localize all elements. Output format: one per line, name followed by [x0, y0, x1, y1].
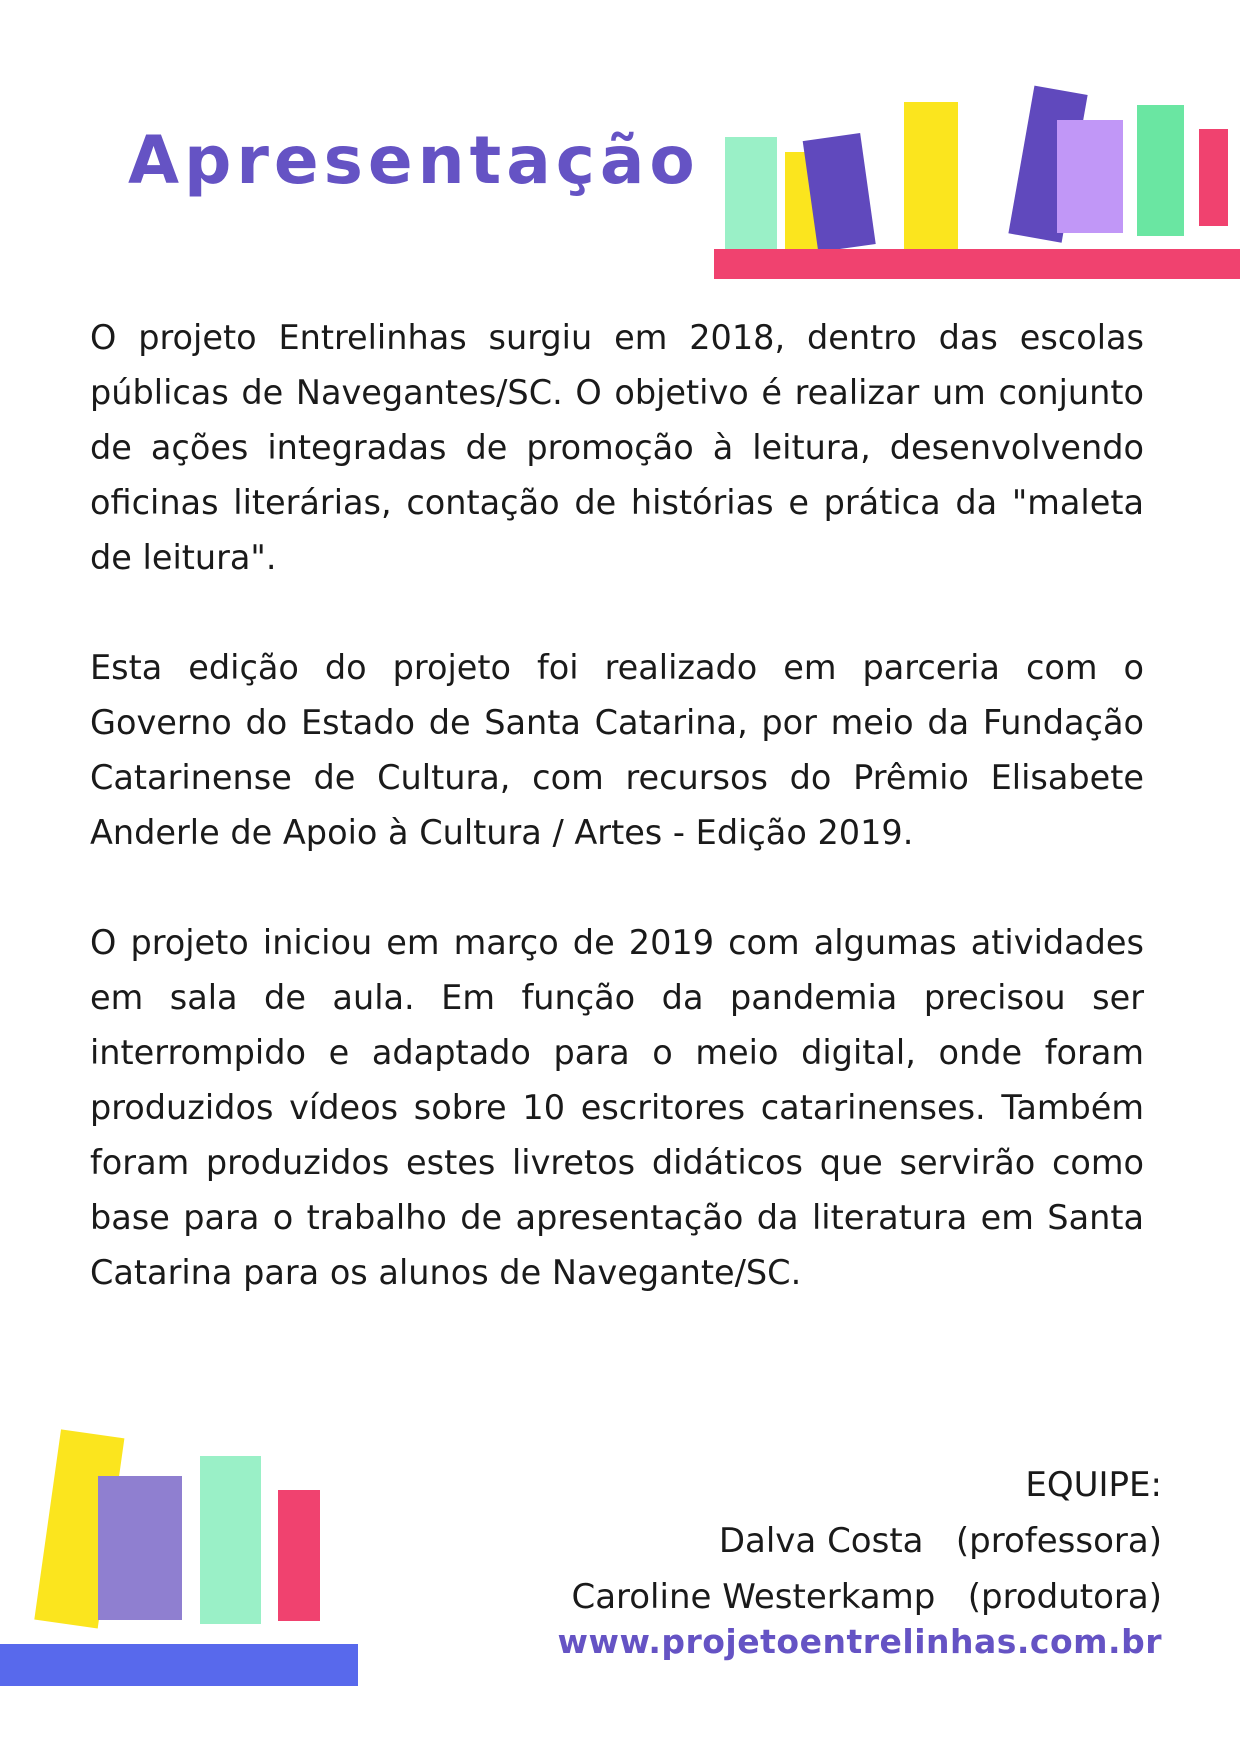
team-heading: EQUIPE:	[1025, 1465, 1162, 1505]
website-link[interactable]: www.projetoentrelinhas.com.br	[557, 1622, 1162, 1661]
book-mint-tall	[200, 1456, 261, 1624]
paragraph: O projeto Entrelinhas surgiu em 2018, dentro das escolas públicas de Navegantes/SC. O objetivo é realizar um conjunto de ações integradas de promoção à leitura, desenvolvendo oficinas literárias, contação de histórias e prática da "maleta de leitura".	[90, 318, 1144, 577]
team-member: Dalva Costa (professora)	[718, 1521, 1162, 1561]
paragraph: O projeto iniciou em março de 2019 com algumas atividades em sala de aula. Em função da pandemia precisou ser interrompido e adaptado para o meio digital, onde foram produzidos vídeos sobre 10 escritores catarinenses. Também foram produzidos estes livretos didáticos que servirão como base para o trabalho de apresentação da literatura em Santa Catarina para os alunos de Navegante/SC.	[90, 923, 1144, 1292]
team-credits	[571, 1457, 1162, 1625]
shelf-pink	[714, 249, 1240, 279]
book-pink	[1199, 129, 1228, 226]
paragraph: Esta edição do projeto foi realizado em parceria com o Governo do Estado de Santa Catarina, por meio da Fundação Catarinense de Cultura, com recursos do Prêmio Elisabete Anderle de Apoio à Cultura / Artes - Edição 2019.	[90, 648, 1144, 852]
team-member: Caroline Westerkamp (produtora)	[571, 1577, 1162, 1617]
shelf-blue	[0, 1644, 358, 1686]
book-purple	[98, 1476, 182, 1620]
book-lavender	[1057, 120, 1123, 233]
book-yellow-tall	[904, 102, 958, 249]
book-green	[1137, 105, 1184, 236]
presentation-text	[90, 310, 1144, 1355]
book-pink-small	[278, 1490, 320, 1621]
book-mint	[725, 137, 777, 249]
page-title: Apresentação	[128, 122, 700, 199]
